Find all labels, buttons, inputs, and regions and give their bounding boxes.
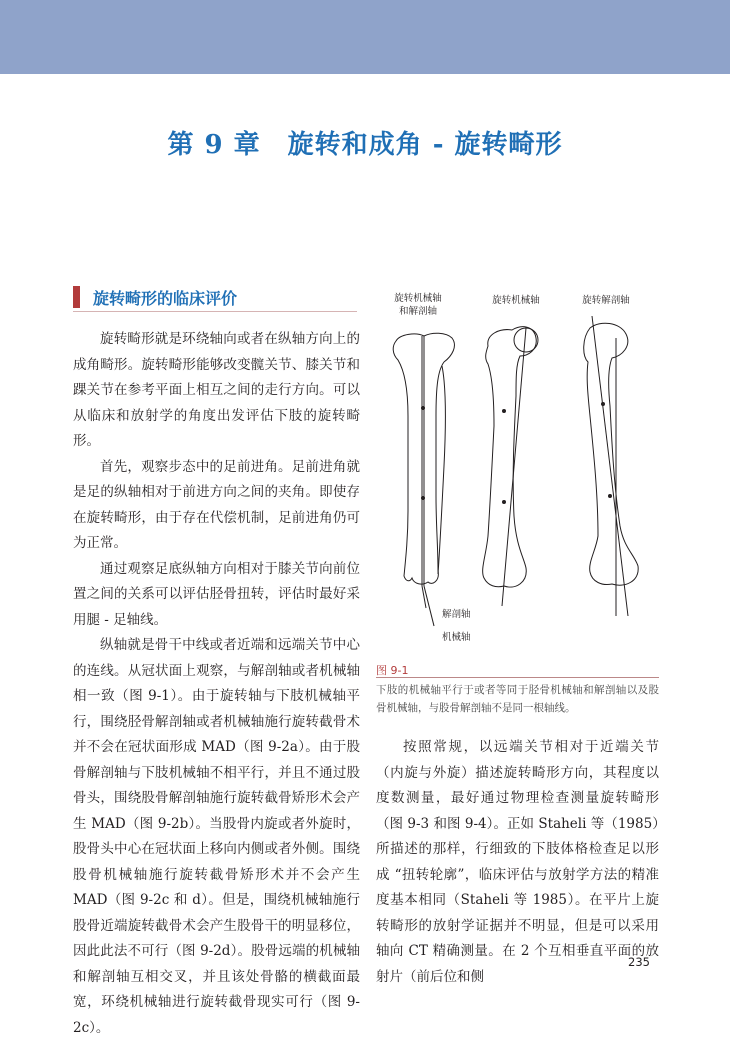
label-mechanical-axis: 机械轴 (442, 632, 471, 643)
left-column (73, 327, 360, 1041)
paragraph: 纵轴就是骨干中线或者近端和远端关节中心的连线。从冠状面上观察，与解剖轴或者机械轴相一致（图 9-1）。由于旋转轴与下肢机械轴平行，围绕胫骨解剖轴或者机械轴施行旋转截骨术并不会在冠状面形成 MAD（图 9-2a）。由于股骨解剖轴与下肢机械轴不相平行，并且不通过股骨头，围绕股骨解剖轴施行旋转截骨矫形术会产生 MAD（图 9-2b）。当股骨内旋或者外旋时，股骨头中心在冠状面上移向内侧或者外侧。围绕股骨机械轴施行旋转截骨矫形术并不会产生 MAD（图 9-2c 和 d）。但是，围绕机械轴施行股骨近端旋转截骨术会产生股骨干的明显移位，因此此法不可行（图 9-2d）。股骨远端的机械轴和解剖轴互相交叉，并且该处骨骼的横截面最宽，环绕机械轴进行旋转截骨现实可行（图 9-2c）。 (73, 637, 360, 1036)
paragraph: 按照常规，以远端关节相对于近端关节（内旋与外旋）描述旋转畸形方向，其程度以度数测量，最好通过物理检查测量旋转畸形（图 9-3 和图 9-4）。正如 Staheli 等（1985）所描述的那样，行细致的下肢体格检查足以形成 “扭转轮廓”，临床评估与放射学方法的精准度基本相同（Staheli 等 1985）。在平片上旋转畸形的放射学证据并不明显，但是可以采用轴向 CT 精确测量。在 2 个互相垂直平面的放射片（前后位和侧 (376, 739, 659, 985)
figure-9-1 (376, 286, 659, 656)
femur-anatomical-axis (592, 316, 628, 616)
section-marker (73, 286, 80, 308)
figure-caption-number: 图 9-1 (376, 664, 409, 677)
label-anatomical-axis: 解剖轴 (442, 609, 471, 620)
bone-illustration (376, 286, 659, 656)
label-femur-anatomical: 旋转解剖轴 (582, 295, 630, 306)
femur-anatomical-outline (584, 323, 638, 585)
paragraph: 旋转畸形就是环绕轴向或者在纵轴方向上的成角畸形。旋转畸形能够改变髋关节、膝关节和踝关节在参考平面上相互之间的走行方向。可以从临床和放射学的角度出发评估下肢的旋转畸形。 (73, 331, 360, 449)
section-heading (73, 284, 357, 312)
label-line: 和解剖轴 (398, 306, 437, 317)
paragraph: 首先，观察步态中的足前进角。足前进角就是足的纵轴相对于前进方向之间的夹角。即使存在旋转畸形，由于存在代偿机制，足前进角仍可为正常。 (73, 458, 360, 551)
right-column (376, 735, 659, 990)
paragraph: 通过观察足底纵轴方向相对于膝关节向前位置之间的关系可以评估胫骨扭转，评估时最好采用腿 - 足轴线。 (73, 560, 360, 628)
figure-caption-text: 下肢的机械轴平行于或者等同于胫骨机械轴和解剖轴以及股骨机械轴，与股骨解剖轴不是同一根轴线。 (376, 684, 659, 714)
caption-divider (376, 677, 659, 678)
page-number: 235 (628, 955, 650, 969)
header-band (0, 0, 730, 74)
femur-mechanical-axis (502, 328, 526, 606)
fibula-outline (438, 366, 445, 574)
femur-mechanical-outline (483, 327, 537, 587)
section-heading-text: 旋转畸形的临床评价 (93, 289, 238, 308)
label-femur-mechanical: 旋转机械轴 (492, 295, 540, 306)
chapter-title: 第 9 章 旋转和成角 - 旋转畸形 (167, 130, 563, 160)
label-line: 旋转机械轴 (394, 293, 442, 304)
